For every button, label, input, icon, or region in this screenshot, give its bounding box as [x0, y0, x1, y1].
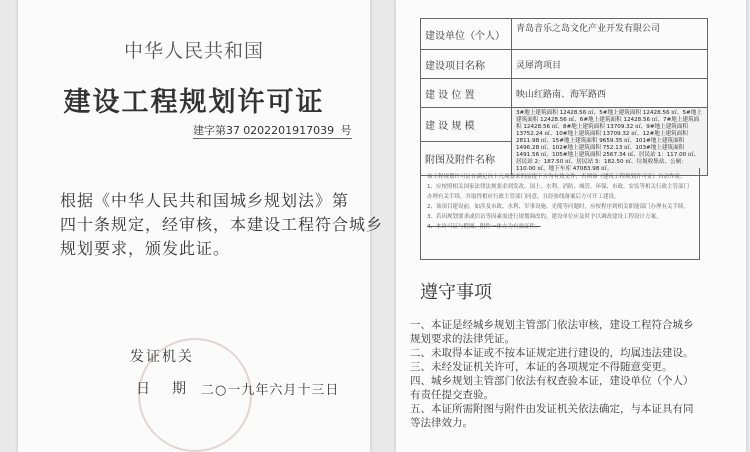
row-value: 灵犀湾项目 [512, 50, 708, 79]
table-row [421, 79, 708, 108]
row-label: 建 设 规 模 [421, 108, 512, 142]
certificate-title: 建设工程规划许可证 [63, 87, 325, 118]
certificate-front-page [18, 0, 384, 452]
body-line: 规划要求，颁发此证。 [60, 239, 231, 258]
permit-notes [420, 168, 700, 260]
row-value: 映山红路南、海军路西 [512, 79, 708, 108]
obey-item: 四、城乡规划主管部门依法有权查验本证，建设单位（个人）有责任提交查验。 [410, 375, 694, 401]
issuer-label: 发证机关 [130, 349, 194, 365]
row-label: 建设单位（个人） [421, 19, 512, 50]
table-row [421, 108, 708, 142]
obey-item: 三、未经发证机关许可，本证的各项规定不得随意变更。 [410, 361, 673, 373]
obey-item: 五、本证所需附图与附件由发证机关依法确定，与本证具有同等法律效力。 [410, 403, 694, 429]
date-label: 日期 [136, 381, 208, 397]
issue-date: 二○一九年六月十三日 [201, 383, 340, 398]
note: 2、该项目建设前，如涉及市政、水利、军事设施、光缆等问题时，应按程序到相关职能部门办理有关手续。 [427, 204, 690, 210]
row-value: 青岛音乐之岛文化产业开发有限公司 [512, 19, 708, 50]
certificate-number [193, 122, 352, 139]
note: 该工程规划许可证在满足以下几项要求的前提下方为有效文件，否则该《建设工程规划许可证》自动作废。 [427, 174, 686, 180]
obey-item: 一、本证是经城乡规划主管部门依法审核，建设工程符合城乡规划要求的法律凭证。 [410, 319, 694, 345]
row-value: 3#地上建筑面积 12428.56 ㎡、5#地上建筑面积 12428.56 ㎡、5#地上建筑面积 12428.56 ㎡、6#地上建筑面积 12428.56 ㎡、7#地上建筑面积 12428.56 ㎡、8#地上建筑面积 13709.32 ㎡、9#地上建筑面积 13752.24 ㎡、10#地上建筑面积 13709.32 ㎡、12#地上建筑面积 2811.98 ㎡、15#地上建筑面积 9659.35 ㎡、101#地上建筑面积 1496.28 ㎡、102#地上建筑面积 752.13 ㎡、103#地上建筑面积 1491.56 ㎡、105#地上建筑面积 2567.34 ㎡、居民站 1：117.00 ㎡、居民站 2：187.50 ㎡、居民站 3：182.50 ㎡、垃圾收集站、公厕：110.00 ㎡、地下车库 47083.98 ㎡。 [512, 108, 708, 176]
row-label: 附图及附件名称 [421, 142, 512, 176]
table-row [421, 50, 708, 79]
obey-title: 遵守事项 [420, 282, 492, 303]
number-value: 0202201917039 [243, 124, 335, 137]
note: 3、若因规划要求或信访等因素需进行规划调改的，建设单位应及时予以调改建设工程设计方案。 [427, 214, 662, 220]
body-line: 四十条规定，经审核，本建设工程符合城乡 [60, 215, 384, 234]
note: 1、应按照相关国家法律法规要求到发改、国土、水利、消防、城管、环保、市政、安监等相关行政主管部门办理有关手续，并取得相应行政主管部门同意，且经验线备案后方可开工建设。 [427, 184, 690, 200]
certificate-back-page [396, 0, 746, 452]
row-label: 建设项目名称 [421, 50, 512, 79]
obey-item: 二、未取得本证或不按本证规定进行建设的，均属违法建设。 [410, 347, 694, 359]
project-info-table [420, 18, 708, 176]
row-label: 建 设 位 置 [421, 79, 512, 108]
table-row [421, 19, 708, 50]
number-prefix: 建字第37 [193, 124, 240, 137]
number-suffix: 号 [340, 124, 352, 137]
body-line: 根据《中华人民共和国城乡规划法》第 [60, 191, 350, 210]
country-heading: 中华人民共和国 [123, 40, 264, 62]
note: 4、本许可证与附图、附件一体方为有效证件。 [427, 224, 541, 230]
